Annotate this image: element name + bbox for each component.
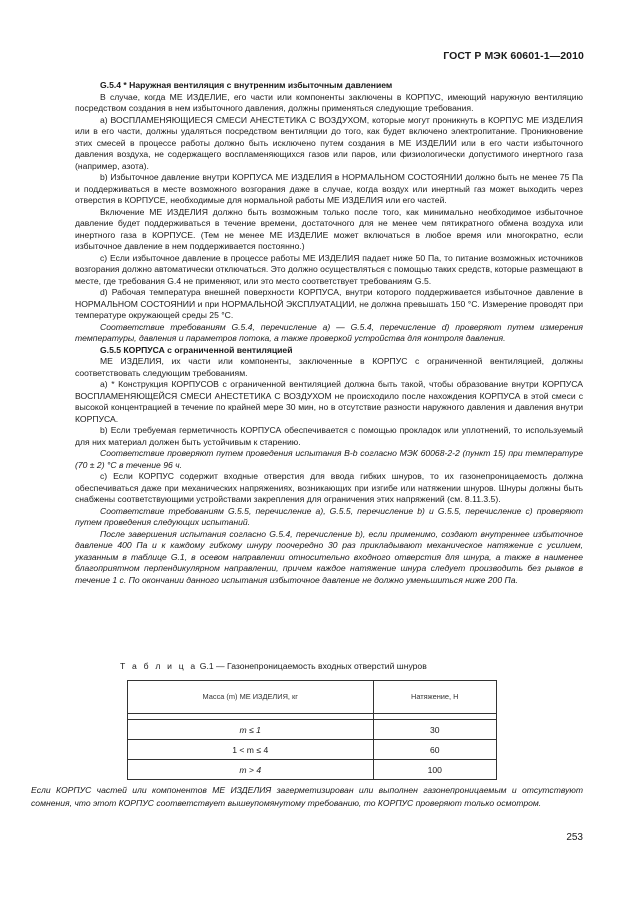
paragraph: b) Избыточное давление внутри КОРПУСА МЕ ИЗДЕЛИЯ в НОРМАЛЬНОМ СОСТОЯНИИ должно быть не менее 75 Па и поддерживаться в месте возможного возгорания даже в случае, когда воздух или инертный газ может выходить через отверстия в КОРПУСЕ, необходимые для нормальной работы МЕ ИЗДЕЛИЯ или его частей. — [75, 172, 583, 205]
standard-header: ГОСТ Р МЭК 60601-1—2010 — [443, 50, 584, 62]
table-row — [128, 720, 497, 740]
test-procedure: После завершения испытания согласно G.5.4, перечисление b), если применимо, создают внутреннее избыточное давление 400 Па и к каждому гибкому шнуру поочередно 30 раз прикладывают механическое натяжение с усилием, указанным в таблице G.1, в осевом направлении относительно входного отверстия для шнура, а также в наименее благоприятном перпендикулярном направлении, причем каждое натяжение шнура следует производить без рывков в течение 1 с. По окончании данного испытания избыточное давление не должно уменьшиться ниже 200 Па. — [75, 528, 583, 585]
paragraph: b) Если требуемая герметичность КОРПУСА обеспечивается с помощью прокладок или уплотнений, то используемый для них материал должен быть устойчивым к старению. — [75, 425, 583, 447]
paragraph: с) Если избыточное давление в процессе работы МЕ ИЗДЕЛИЯ падает ниже 50 Па, то питание возможных источников возгорания должно автоматически отключаться. Это должно осуществляться с помощью таких средств, которые размещают в месте, где требования G.4 не применяют, или это место соответствует требованиям G.5. — [75, 252, 583, 286]
cell-mass: m > 4 — [128, 760, 374, 780]
cell-tension: 30 — [373, 720, 497, 740]
cell-mass: 1 < m ≤ 4 — [128, 740, 374, 760]
paragraph: В случае, когда МЕ ИЗДЕЛИЕ, его части или компоненты заключены в КОРПУС, имеющий наружную вентиляцию посредством создания в нем избыточного давления, должны применяться следующие требования. — [75, 91, 583, 113]
page-number: 253 — [566, 832, 583, 843]
paragraph: Включение МЕ ИЗДЕЛИЯ должно быть возможным только после того, как минимально необходимое избыточное давление будет поддерживаться в течение времени, достаточного для не менее чем пятикратного обмена воздуха или инертного газа в КОРПУСЕ. (Тем не менее МЕ ИЗДЕЛИЕ может включаться в любое время или многократно, если избыточное давление в нем поддерживается постоянно.) — [75, 206, 583, 251]
compliance-note: Соответствие проверяют путем проведения испытания В-b согласно МЭК 60068-2-2 (пункт 15) при температуре (70 ± 2) °С в течение 96 ч. — [75, 448, 583, 470]
paragraph: а) ВОСПЛАМЕНЯЮЩИЕСЯ СМЕСИ АНЕСТЕТИКА С ВОЗДУХОМ, которые могут проникнуть в КОРПУС МЕ ИЗДЕЛИЯ или в его части, должны удаляться посредством вентиляции до того, как будет включено электропитание. Проникновение этих смесей в процессе работы должно быть исключено путем создания в МЕ ИЗДЕЛИИ или в его части избыточного давления воздуха, не содержащего воспламеняющихся газов или паров, или физиологически допустимого инертного газа (например, азота). — [75, 114, 583, 171]
table-caption-prefix: Т а б л и ц а — [120, 661, 198, 671]
table-g1 — [127, 680, 497, 780]
cell-tension: 60 — [373, 740, 497, 760]
compliance-note: Соответствие требованиям G.5.5, перечисление а), G.5.5, перечисление b) и G.5.5, перечисление с) проверяют путем проведения следующих испытаний. — [75, 505, 583, 527]
section-title-g54: G.5.4 * Наружная вентиляция с внутренним избыточным давлением — [100, 80, 393, 90]
table-row — [128, 760, 497, 780]
section-body — [75, 80, 583, 586]
section-title-g55: G.5.5 КОРПУСА с ограниченной вентиляцией — [100, 344, 293, 355]
column-header-mass: Масса (m) МЕ ИЗДЕЛИЯ, кг — [128, 681, 374, 714]
paragraph: с) Если КОРПУС содержит входные отверстия для ввода гибких шнуров, то их газонепроницаемость должна обеспечиваться даже при механических напряжениях, возникающих при изгибе или натяжении шнуров. Шнуры должны быть снабжены соответствующими устройствами закрепления для ограничения этих напряжений (см. 8.11.3.5). — [75, 471, 583, 504]
cell-mass: m ≤ 1 — [128, 720, 374, 740]
table-caption-text: G.1 — Газонепроницаемость входных отверстий шнуров — [199, 661, 427, 671]
paragraph: d) Рабочая температура внешней поверхности КОРПУСА, внутри которого поддерживается избыточное давление в НОРМАЛЬНОМ СОСТОЯНИИ и при НОРМАЛЬНОЙ ЭКСПЛУАТАЦИИ, не должна превышать 150 °С. Измерение проводят при температуре окружающей среды 25 °С. — [75, 287, 583, 320]
paragraph: МЕ ИЗДЕЛИЯ, их части или компоненты, заключенные в КОРПУС с ограниченной вентиляцией, должны соответствовать следующим требованиям. — [75, 356, 583, 378]
column-header-tension: Натяжение, Н — [373, 681, 497, 714]
table-row — [128, 740, 497, 760]
footer-note: Если КОРПУС частей или компонентов МЕ ИЗДЕЛИЯ загерметизирован или выполнен газонепроницаемым и отсутствуют сомнения, что этот КОРПУС соответствует вышеупомянутому требованию, то КОРПУС проверяют только осмотром. — [31, 785, 583, 808]
cell-tension: 100 — [373, 760, 497, 780]
compliance-note: Соответствие требованиям G.5.4, перечисление а) — G.5.4, перечисление d) проверяют путем измерения температуры, давления и параметров потока, а также проверкой устройства для контроля давления. — [75, 321, 583, 343]
table-caption — [120, 661, 427, 671]
paragraph: а) * Конструкция КОРПУСОВ с ограниченной вентиляцией должна быть такой, чтобы образование внутри КОРПУСА ВОСПЛАМЕНЯЮЩЕЙСЯ СМЕСИ АНЕСТЕТИКА С ВОЗДУХОМ не происходило после нахождения КОРПУСА в этой смеси с высокой концентрацией в течение по крайней мере 30 мин, но в отсутствие разности наружного давления и давления внутри КОРПУСА. — [75, 379, 583, 424]
